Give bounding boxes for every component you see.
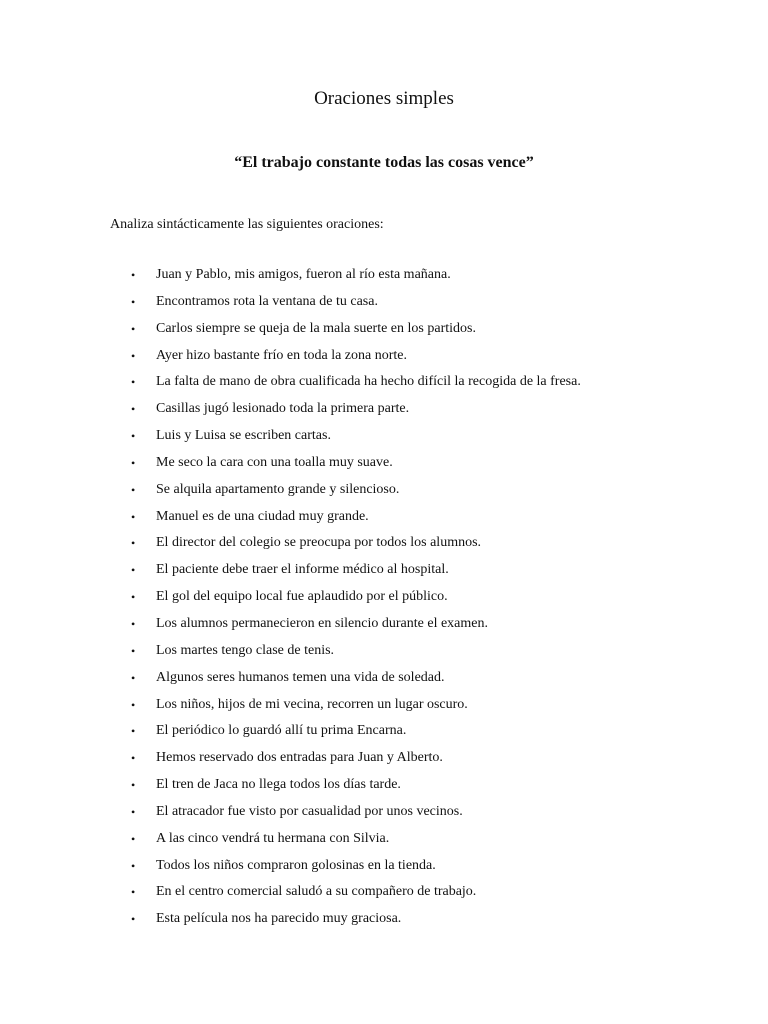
sentence-text: Carlos siempre se queja de la mala suerte en los partidos. xyxy=(156,320,476,336)
bullet-icon: • xyxy=(131,509,136,524)
bullet-icon: • xyxy=(131,321,136,336)
bullet-icon: • xyxy=(131,348,136,363)
bullet-icon: • xyxy=(131,643,136,658)
sentence-text: En el centro comercial saludó a su compañero de trabajo. xyxy=(156,884,477,900)
sentence-text: Hemos reservado dos entradas para Juan y Alberto. xyxy=(156,750,443,766)
bullet-icon: • xyxy=(131,429,136,444)
sentence-text: Manuel es de una ciudad muy grande. xyxy=(156,508,369,524)
sentence-text: Juan y Pablo, mis amigos, fueron al río esta mañana. xyxy=(156,267,451,282)
sentence-text: Ayer hizo bastante frío en toda la zona norte. xyxy=(156,347,408,363)
bullet-icon: • xyxy=(131,616,136,631)
bullet-icon: • xyxy=(131,536,136,551)
sentence-text: El periódico lo guardó allí tu prima Encarna. xyxy=(156,723,407,739)
sentence-text: Encontramos rota la ventana de tu casa. xyxy=(156,293,378,309)
bullet-icon: • xyxy=(131,375,136,390)
sentence-text: A las cinco vendrá tu hermana con Silvia. xyxy=(156,830,390,846)
bullet-icon: • xyxy=(131,724,136,739)
page-title: Oraciones simples xyxy=(314,88,454,109)
instruction-text: Analiza sintácticamente las siguientes oraciones: xyxy=(110,217,384,232)
sentence-text: Casillas jugó lesionado toda la primera parte. xyxy=(156,401,410,417)
bullet-icon: • xyxy=(131,402,136,417)
bullet-icon: • xyxy=(131,294,136,309)
bullet-icon: • xyxy=(131,858,136,873)
bullet-icon: • xyxy=(131,482,136,497)
sentence-text: Se alquila apartamento grande y silencioso. xyxy=(156,481,400,497)
sentence-text: La falta de mano de obra cualificada ha hecho difícil la recogida de la fresa. xyxy=(156,374,581,390)
bullet-icon: • xyxy=(131,455,136,470)
sentence-text: Algunos seres humanos temen una vida de soledad. xyxy=(156,669,445,685)
sentence-text: Los martes tengo clase de tenis. xyxy=(156,642,335,658)
sentence-text: Los alumnos permanecieron en silencio durante el examen. xyxy=(156,615,488,631)
bullet-icon: • xyxy=(131,804,136,819)
bullet-icon: • xyxy=(131,590,136,605)
sentence-text: Los niños, hijos de mi vecina, recorren un lugar oscuro. xyxy=(156,696,468,712)
sentence-text: El gol del equipo local fue aplaudido por el público. xyxy=(156,589,448,605)
sentence-text: El atracador fue visto por casualidad por unos vecinos. xyxy=(156,803,463,819)
sentence-text: El director del colegio se preocupa por todos los alumnos. xyxy=(156,535,482,551)
bullet-icon: • xyxy=(131,912,136,927)
bullet-icon: • xyxy=(131,831,136,846)
bullet-icon: • xyxy=(131,670,136,685)
sentence-text: El tren de Jaca no llega todos los días tarde. xyxy=(156,777,401,793)
sentence-text: Esta película nos ha parecido muy graciosa. xyxy=(156,911,402,927)
sentence-text: Me seco la cara con una toalla muy suave. xyxy=(156,454,393,470)
quote: “El trabajo constante todas las cosas vence” xyxy=(234,154,534,171)
bullet-icon: • xyxy=(131,778,136,793)
bullet-icon: • xyxy=(131,885,136,900)
bullet-icon: • xyxy=(131,697,136,712)
bullet-icon: • xyxy=(131,268,136,282)
sentence-text: Todos los niños compraron golosinas en la tienda. xyxy=(156,857,436,873)
bullet-icon: • xyxy=(131,751,136,766)
bullet-icon: • xyxy=(131,563,136,578)
sentence-text: Luis y Luisa se escriben cartas. xyxy=(156,428,331,444)
sentence-text: El paciente debe traer el informe médico al hospital. xyxy=(156,562,449,578)
